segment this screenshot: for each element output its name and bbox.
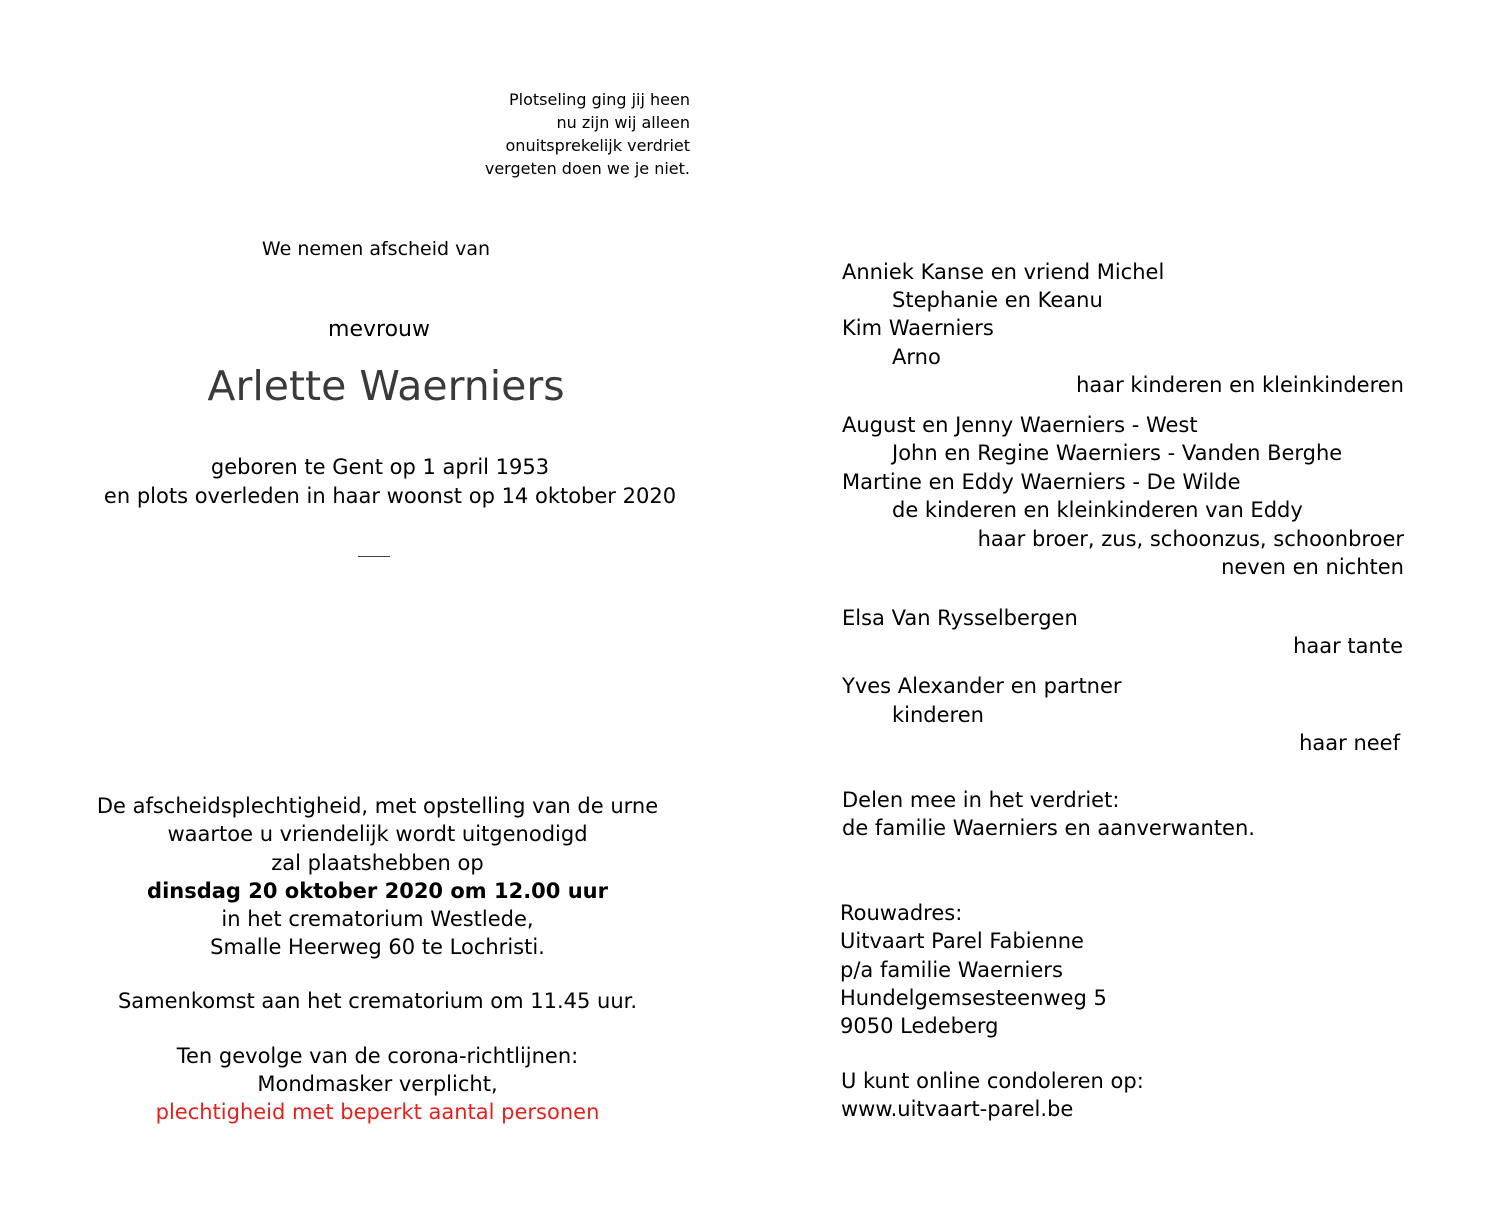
aunt-label: haar tante — [1293, 634, 1403, 658]
sibling-2: John en Regine Waerniers - Vanden Berghe — [892, 441, 1343, 465]
children-label: haar kinderen en kleinkinderen — [1076, 373, 1404, 397]
poem-line-4: vergeten doen we je niet. — [484, 159, 690, 178]
mourning-address-line-2: p/a familie Waerniers — [840, 958, 1063, 982]
mask-text: Mondmasker verplicht, — [257, 1072, 498, 1096]
poem-line-3: onuitsprekelijk verdriet — [505, 136, 690, 155]
title-text: mevrouw — [328, 317, 430, 342]
share-family: de familie Waerniers en aanverwanten. — [842, 816, 1255, 840]
mourning-address-line-4: 9050 Ledeberg — [840, 1014, 999, 1038]
sibling-3: Martine en Eddy Waerniers - De Wilde — [842, 470, 1241, 494]
ceremony-line-2: waartoe u vriendelijk wordt uitgenodigd — [167, 822, 588, 846]
condolence-url: www.uitvaart-parel.be — [841, 1097, 1074, 1121]
mourning-address-label: Rouwadres: — [840, 901, 963, 925]
mourning-address-line-1: Uitvaart Parel Fabienne — [840, 929, 1084, 953]
ceremony-date: dinsdag 20 oktober 2020 om 12.00 uur — [147, 879, 608, 903]
divider — [358, 556, 390, 557]
siblings-label: haar broer, zus, schoonzus, schoonbroer — [977, 527, 1404, 551]
child-2: Kim Waerniers — [842, 316, 994, 340]
poem-line-2: nu zijn wij alleen — [556, 113, 690, 132]
grandchild-1: Stephanie en Keanu — [892, 288, 1103, 312]
deceased-name: Arlette Waerniers — [207, 362, 565, 410]
ceremony-line-1: De afscheidsplechtigheid, met opstelling van de urne — [96, 794, 659, 818]
poem-line-1: Plotseling ging jij heen — [509, 90, 690, 109]
sibling-4: de kinderen en kleinkinderen van Eddy — [892, 498, 1303, 522]
gathering-text: Samenkomst aan het crematorium om 11.45 uur. — [117, 989, 638, 1013]
nephews-label: neven en nichten — [1221, 555, 1404, 579]
cousin-label: haar neef — [1299, 731, 1400, 755]
birth-text: geboren te Gent op 1 april 1953 — [210, 455, 550, 479]
death-text: en plots overleden in haar woonst op 14 oktober 2020 — [103, 484, 677, 508]
limited-attendance-notice: plechtigheid met beperkt aantal personen — [155, 1100, 600, 1124]
condolence-label: U kunt online condoleren op: — [841, 1069, 1144, 1093]
sibling-1: August en Jenny Waerniers - West — [842, 413, 1198, 437]
ceremony-location: in het crematorium Westlede, — [221, 907, 534, 931]
grandchild-2: Arno — [892, 345, 941, 369]
cousin-children: kinderen — [892, 703, 984, 727]
share-intro: Delen mee in het verdriet: — [842, 788, 1120, 812]
mourning-address-line-3: Hundelgemsesteenweg 5 — [840, 986, 1107, 1010]
corona-intro: Ten gevolge van de corona-richtlijnen: — [176, 1044, 579, 1068]
cousin-name: Yves Alexander en partner — [842, 674, 1122, 698]
ceremony-address: Smalle Heerweg 60 te Lochristi. — [210, 935, 545, 959]
child-1: Anniek Kanse en vriend Michel — [842, 260, 1165, 284]
aunt-name: Elsa Van Rysselbergen — [842, 606, 1078, 630]
ceremony-line-3: zal plaatshebben op — [271, 851, 484, 875]
intro-text: We nemen afscheid van — [261, 238, 491, 260]
